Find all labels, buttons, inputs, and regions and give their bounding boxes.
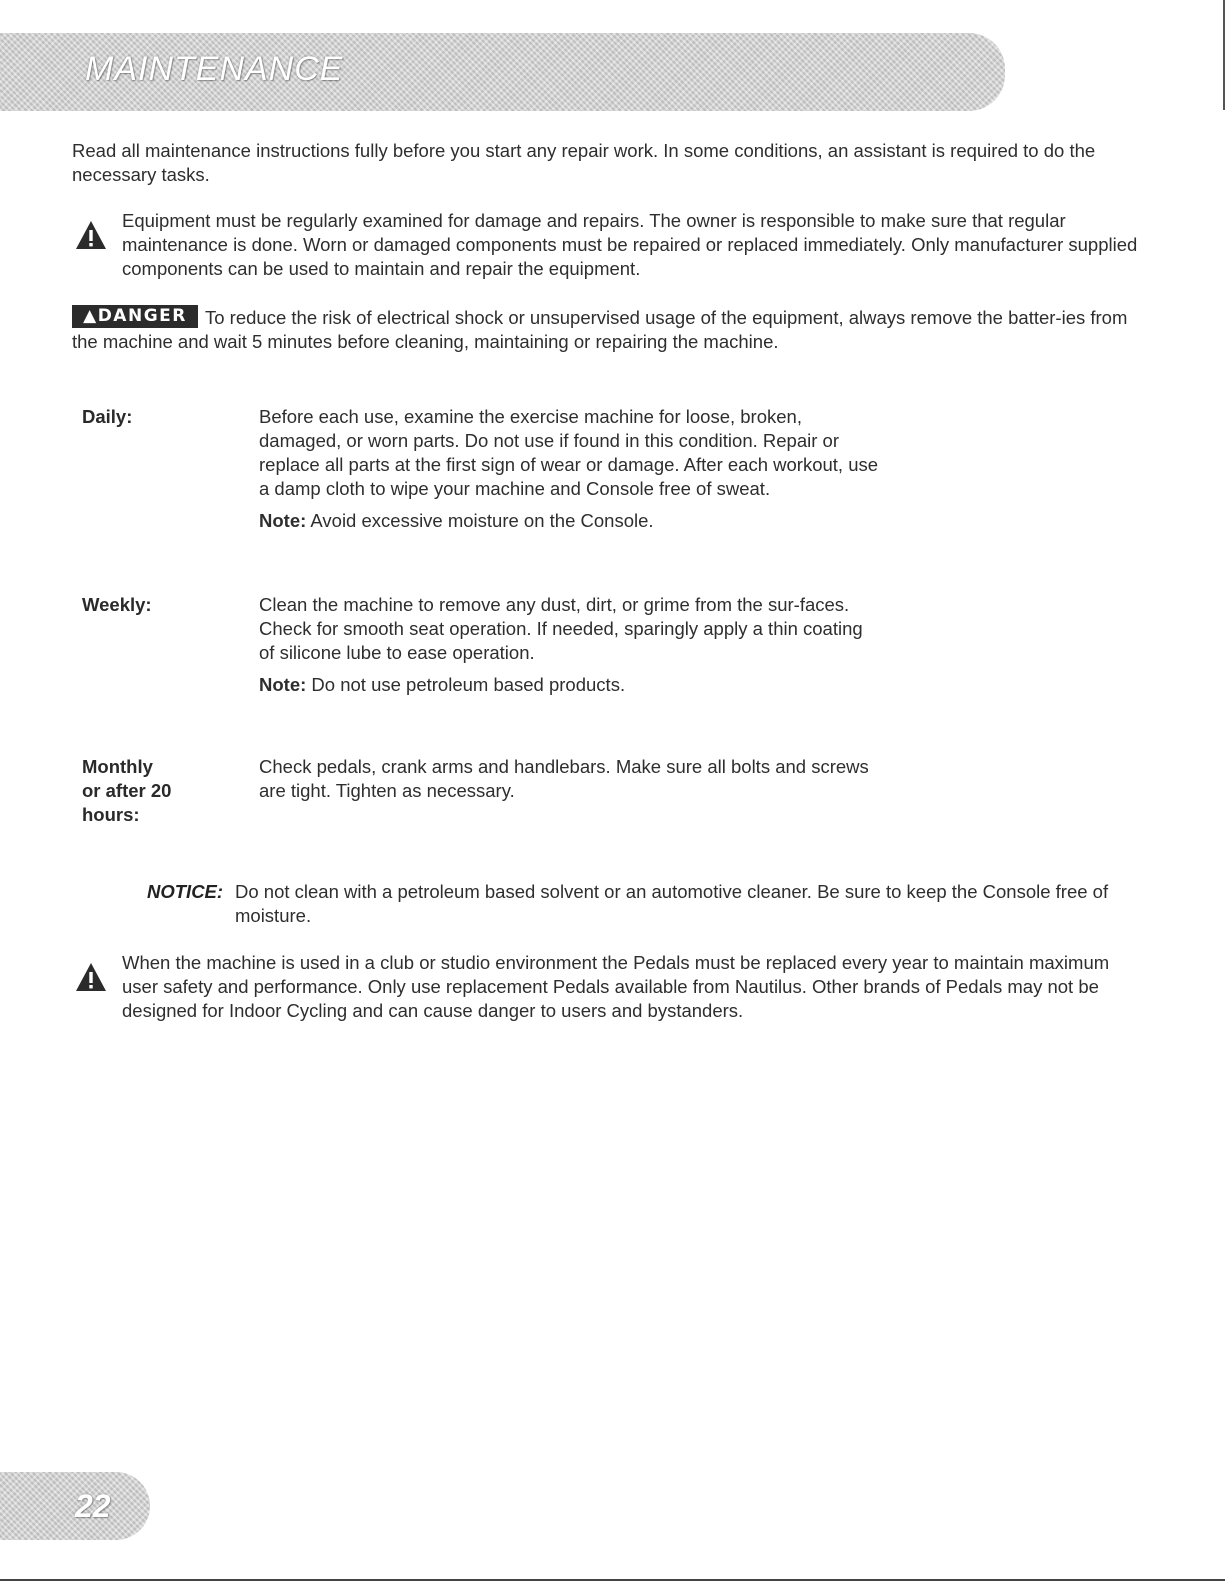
- weekly-note: [259, 673, 879, 697]
- intro-paragraph: Read all maintenance instructions fully before you start any repair work. In some conditions, an assistant is required to do the necessary tasks.: [72, 140, 1096, 185]
- weekly-description-1: Clean the machine to remove any dust, dirt, or grime from the sur-faces.: [259, 594, 850, 615]
- warning-equipment-paragraph: Equipment must be regularly examined for damage and repairs. The owner is responsible to make sure that regular maintenance is done. Worn or damaged components must be repaired or replaced immediately. Only manufacturer supplied components can be used to maintain and repair the equipment.: [122, 210, 1138, 279]
- warning-triangle-icon: [75, 220, 107, 250]
- warning-triangle-icon: [75, 962, 107, 992]
- notice-label: NOTICE:: [147, 881, 224, 902]
- daily-note: [259, 509, 879, 533]
- note-label: Note:: [259, 674, 307, 695]
- monthly-label-line-2: or after 20: [82, 780, 172, 801]
- schedule-daily-label: Daily:: [82, 406, 133, 427]
- danger-badge: ▲DANGER: [72, 305, 198, 328]
- schedule-daily-text: [259, 405, 879, 533]
- schedule-weekly-label: Weekly:: [82, 594, 152, 615]
- monthly-label-line-1: Monthly: [82, 756, 153, 777]
- warning-pedals-paragraph: When the machine is used in a club or studio environment the Pedals must be replaced every year to maintain maximum user safety and performance. Only use replacement Pedals available from Nautilus. Other brands of Pedals may not be designed for Indoor Cycling and can cause danger to users and bystanders.: [122, 952, 1110, 1021]
- page-title: MAINTENANCE: [85, 50, 344, 88]
- note-text: Do not use petroleum based products.: [311, 674, 626, 695]
- schedule-monthly-label: [82, 755, 171, 827]
- weekly-description-2: Check for smooth seat operation. If needed, sparingly apply a thin coating of silicone lube to ease operation.: [259, 618, 863, 663]
- schedule-weekly-text: [259, 593, 879, 697]
- note-label: Note:: [259, 510, 307, 531]
- monthly-description: Check pedals, crank arms and handlebars. Make sure all bolts and screws are tight. Tighten as necessary.: [259, 756, 869, 801]
- daily-description: Before each use, examine the exercise machine for loose, broken, damaged, or worn parts. Do not use if found in this condition. Repair or replace all parts at the first sign of wear or damage. After each workout, use a damp cloth to wipe your machine and Console free of sweat.: [259, 406, 879, 499]
- monthly-label-line-3: hours:: [82, 804, 140, 825]
- danger-paragraph: [72, 306, 1157, 354]
- schedule-monthly-text: [259, 755, 879, 803]
- page-number: 22: [75, 1488, 111, 1524]
- note-text: Avoid excessive moisture on the Console.: [310, 510, 654, 531]
- danger-text: To reduce the risk of electrical shock or unsupervised usage of the equipment, always remove the batter-ies from the machine and wait 5 minutes before cleaning, maintaining or repairing the machine.: [72, 307, 1128, 352]
- page-bottom-line: [0, 1579, 1225, 1581]
- notice-paragraph: Do not clean with a petroleum based solvent or an automotive cleaner. Be sure to keep the Console free of moisture.: [235, 881, 1109, 926]
